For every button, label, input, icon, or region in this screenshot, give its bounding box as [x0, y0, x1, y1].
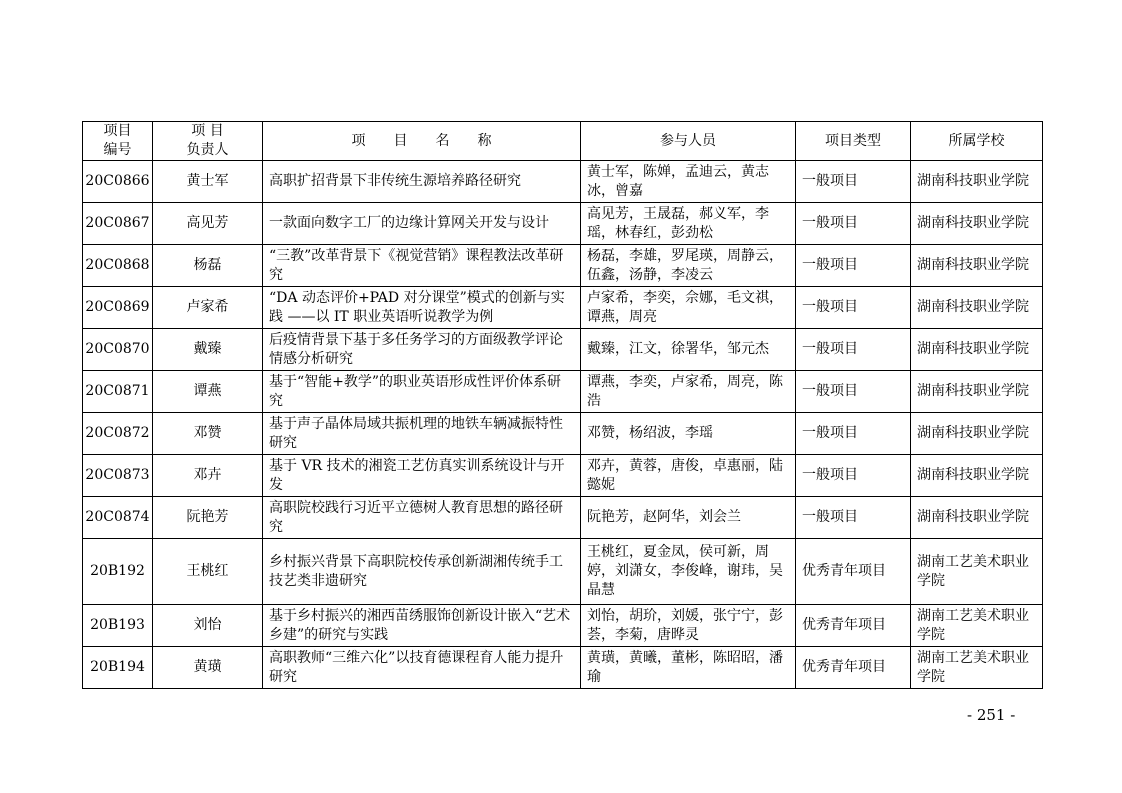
project-members: 黄璜，黄曦，董彬，陈昭昭，潘瑜: [581, 647, 796, 689]
project-name: 高职扩招背景下非传统生源培养路径研究: [263, 161, 581, 203]
header-school: 所属学校: [911, 122, 1043, 161]
table-row: [83, 329, 1043, 371]
header-leader: [153, 122, 263, 161]
project-type: 一般项目: [796, 245, 911, 287]
project-name: 后疫情背景下基于多任务学习的方面级教学评论情感分析研究: [263, 329, 581, 371]
project-members: 卢家希，李奕，佘娜，毛文祺，谭燕，周亮: [581, 287, 796, 329]
project-name: 高职院校践行习近平立德树人教育思想的路径研究: [263, 497, 581, 539]
project-name: “三教”改革背景下《视觉营销》课程教法改革研究: [263, 245, 581, 287]
table-row: [83, 647, 1043, 689]
project-leader: 卢家希: [153, 287, 263, 329]
project-school: 湖南工艺美术职业学院: [911, 647, 1043, 689]
project-id: 20C0868: [83, 245, 153, 287]
header-members: 参与人员: [581, 122, 796, 161]
table-row: [83, 203, 1043, 245]
table-row: [83, 245, 1043, 287]
project-school: 湖南科技职业学院: [911, 329, 1043, 371]
project-leader: 阮艳芳: [153, 497, 263, 539]
project-id: 20C0870: [83, 329, 153, 371]
table-row: [83, 161, 1043, 203]
project-members: 阮艳芳，赵阿华，刘会兰: [581, 497, 796, 539]
project-id: 20C0873: [83, 455, 153, 497]
project-id: 20C0874: [83, 497, 153, 539]
project-type: 一般项目: [796, 371, 911, 413]
project-leader: 高见芳: [153, 203, 263, 245]
table-row: [83, 371, 1043, 413]
project-id: 20C0869: [83, 287, 153, 329]
project-name: 乡村振兴背景下高职院校传承创新湖湘传统手工技艺类非遗研究: [263, 539, 581, 605]
project-school: 湖南科技职业学院: [911, 371, 1043, 413]
project-id: 20B193: [83, 605, 153, 647]
project-leader: 杨磊: [153, 245, 263, 287]
project-members: 黄士军，陈婵，孟迪云，黄志冰，曾嘉: [581, 161, 796, 203]
project-id: 20B192: [83, 539, 153, 605]
table-row: [83, 455, 1043, 497]
project-id: 20C0866: [83, 161, 153, 203]
project-members: 高见芳，王晟磊，郝义军，李瑶，林春红，彭劲松: [581, 203, 796, 245]
project-type: 一般项目: [796, 455, 911, 497]
project-id: 20B194: [83, 647, 153, 689]
project-members: 杨磊，李雄，罗尾瑛，周静云，伍鑫，汤静，李凌云: [581, 245, 796, 287]
project-school: 湖南科技职业学院: [911, 413, 1043, 455]
project-school: 湖南科技职业学院: [911, 203, 1043, 245]
project-school: 湖南科技职业学院: [911, 287, 1043, 329]
project-type: 一般项目: [796, 287, 911, 329]
project-id: 20C0871: [83, 371, 153, 413]
project-name: 基于“智能+教学”的职业英语形成性评价体系研究: [263, 371, 581, 413]
project-leader: 刘怡: [153, 605, 263, 647]
project-type: 优秀青年项目: [796, 539, 911, 605]
project-type: 一般项目: [796, 203, 911, 245]
header-type: 项目类型: [796, 122, 911, 161]
table-row: [83, 497, 1043, 539]
header-id: [83, 122, 153, 161]
project-name: 高职教师“三维六化”以技育德课程育人能力提升研究: [263, 647, 581, 689]
project-type: 优秀青年项目: [796, 605, 911, 647]
table-row: [83, 605, 1043, 647]
table-row: [83, 287, 1043, 329]
header-leader-line1: 项 目: [191, 123, 224, 139]
project-type: 一般项目: [796, 497, 911, 539]
project-type: 一般项目: [796, 413, 911, 455]
project-name: 基于声子晶体局域共振机理的地铁车辆减振特性研究: [263, 413, 581, 455]
project-school: 湖南工艺美术职业学院: [911, 605, 1043, 647]
project-name: 基于乡村振兴的湘西苗绣服饰创新设计嵌入“艺术乡建”的研究与实践: [263, 605, 581, 647]
project-leader: 王桃红: [153, 539, 263, 605]
project-school: 湖南科技职业学院: [911, 245, 1043, 287]
header-id-line1: 项目: [103, 123, 132, 139]
project-members: 邓卉，黄蓉，唐俊，卓惠丽，陆懿妮: [581, 455, 796, 497]
header-id-line2: 编号: [103, 142, 132, 158]
project-school: 湖南科技职业学院: [911, 161, 1043, 203]
project-leader: 黄璜: [153, 647, 263, 689]
page-number: - 251 -: [967, 706, 1016, 724]
header-row: [83, 122, 1043, 161]
project-members: 刘怡，胡玠，刘媛，张宁宁，彭荟，李菊，唐晔灵: [581, 605, 796, 647]
project-type: 优秀青年项目: [796, 647, 911, 689]
project-leader: 戴臻: [153, 329, 263, 371]
project-name: 基于 VR 技术的湘瓷工艺仿真实训系统设计与开发: [263, 455, 581, 497]
project-type: 一般项目: [796, 161, 911, 203]
project-table: [82, 121, 1043, 689]
project-name: 一款面向数字工厂的边缘计算网关开发与设计: [263, 203, 581, 245]
project-members: 王桃红，夏金凤，侯可新，周婷，刘潇女，李俊峰，谢玮，吴晶慧: [581, 539, 796, 605]
header-name: 项 目 名 称: [263, 122, 581, 161]
project-members: 邓赞，杨绍波，李瑶: [581, 413, 796, 455]
project-id: 20C0872: [83, 413, 153, 455]
project-id: 20C0867: [83, 203, 153, 245]
project-leader: 黄士军: [153, 161, 263, 203]
project-school: 湖南工艺美术职业学院: [911, 539, 1043, 605]
project-school: 湖南科技职业学院: [911, 455, 1043, 497]
project-members: 谭燕，李奕，卢家希，周亮，陈浩: [581, 371, 796, 413]
header-leader-line2: 负责人: [186, 142, 229, 158]
project-leader: 邓卉: [153, 455, 263, 497]
table-row: [83, 539, 1043, 605]
project-school: 湖南科技职业学院: [911, 497, 1043, 539]
project-name: “DA 动态评价+PAD 对分课堂”模式的创新与实践 ——以 IT 职业英语听说教学为例: [263, 287, 581, 329]
project-leader: 谭燕: [153, 371, 263, 413]
table-row: [83, 413, 1043, 455]
project-members: 戴臻，江文，徐署华，邹元杰: [581, 329, 796, 371]
project-type: 一般项目: [796, 329, 911, 371]
project-leader: 邓赞: [153, 413, 263, 455]
